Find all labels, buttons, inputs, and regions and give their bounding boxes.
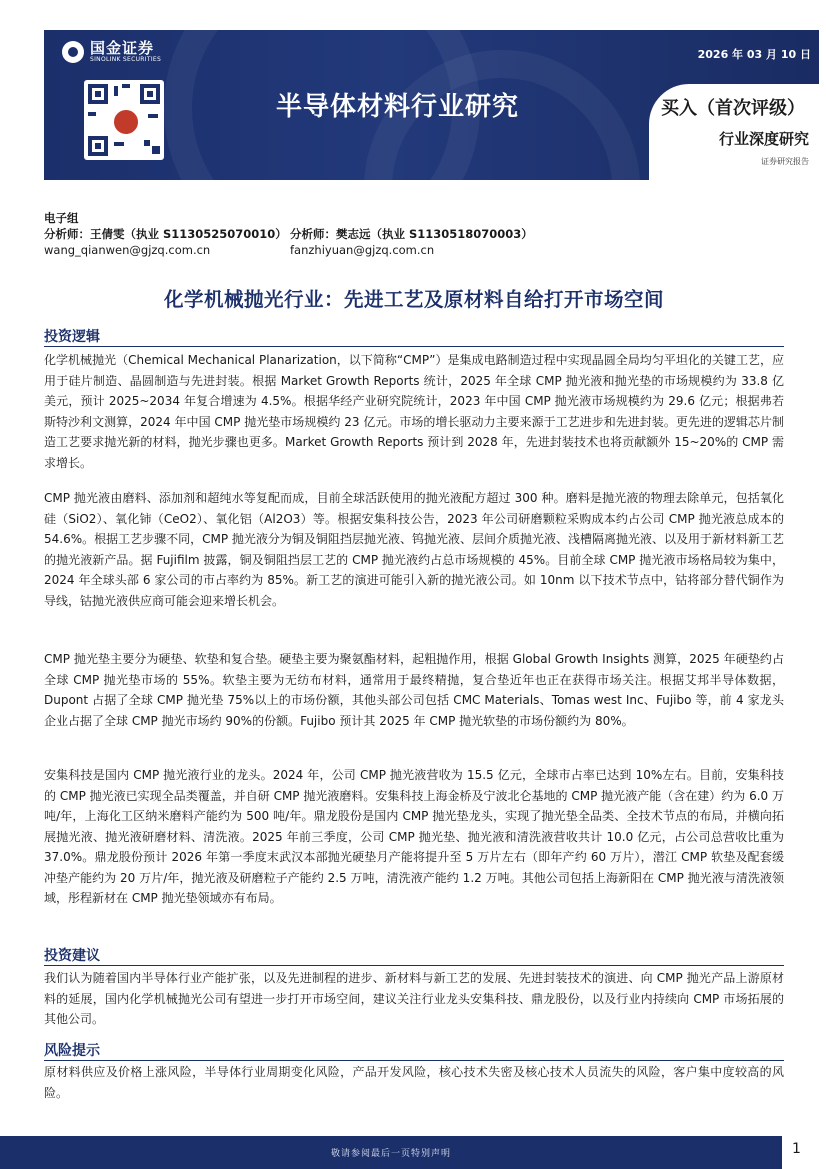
rating-text: 买入（首次评级）: [661, 98, 805, 119]
analyst-info: [44, 210, 533, 258]
research-group: 电子组: [44, 211, 79, 225]
logic-paragraph-2: CMP 抛光液由磨料、添加剂和超纯水等复配而成，目前全球活跃使用的抛光液配方超过 300 种。磨料是抛光液的物理去除单元，包括氧化硅（SiO2）、氧化铈（CeO2）、氧化铝（Al2O3）等。根据安集科技公告，2023 年公司研磨颗粒采购成本约占公司 CMP 抛光液总成本的 54.6%。根据工艺步骤不同，CMP 抛光液分为铜及铜阻挡层抛光液、钨抛光液、层间介质抛光液、浅槽隔离抛光液、以及用于新材料新工艺的抛光液新产品。据 Fujifilm 披露，铜及铜阻挡层工艺的 CMP 抛光液约占总市场规模的 45%。目前全球 CMP 抛光液市场格局较为集中，2024 年全球头部 6 家公司的市占率约为 85%。新工艺的演进可能引入新的抛光液公司。如 10nm 以下技术节点中，钴将部分替代铜作为导线，钴抛光液供应商可能会迎来增长机会。: [44, 491, 784, 608]
report-main-title: 化学机械抛光行业：先进工艺及原材料自给打开市场空间: [163, 288, 664, 311]
section-heading-advice: 投资建议: [44, 948, 100, 964]
rating-panel: [649, 84, 819, 180]
section-heading-risk: 风险提示: [44, 1043, 100, 1059]
analyst-1: 分析师：王倩雯（执业 S1130525070010）: [44, 227, 287, 241]
qr-code-icon: [84, 80, 164, 160]
advice-paragraph: 我们认为随着国内半导体行业产能扩张，以及先进制程的进步、新材料与新工艺的发展、先进封装技术的演进、向 CMP 抛光产品上游原材料的延展，国内化学机械抛光公司有望进一步打开市场空间，建议关注行业龙头安集科技、鼎龙股份，以及行业内持续向 CMP 市场拓展的其他公司。: [44, 971, 784, 1026]
report-subtype: 证券研究报告: [761, 157, 809, 166]
risk-paragraph: 原材料供应及价格上涨风险，半导体行业周期变化风险，产品开发风险，核心技术失密及核心技术人员流失的风险，客户集中度较高的风险。: [44, 1065, 784, 1100]
report-header-banner: [44, 30, 819, 180]
section-divider: [44, 346, 784, 347]
report-date: 2026 年 03 月 10 日: [697, 48, 811, 61]
company-logo: [62, 40, 161, 64]
analyst-2-email[interactable]: fanzhiyuan@gjzq.com.cn: [290, 243, 435, 257]
page-footer: [0, 1136, 782, 1169]
logo-cn-text: 国金证券: [90, 39, 155, 57]
report-type: 行业深度研究: [718, 130, 809, 148]
logic-paragraph-1: 化学机械抛光（Chemical Mechanical Planarization，以下简称“CMP”）是集成电路制造过程中实现晶圆全局均匀平坦化的关键工艺，应用于硅片制造、晶圆制造与先进封装。根据 Market Growth Reports 统计，2025 年全球 CMP 抛光液和抛光垫的市场规模约为 33.8 亿美元，预计 2025~2034 年复合增速为 4.5%。根据华经产业研究院统计，2023 年中国 CMP 抛光液市场规模约为 29.6 亿元；根据弗若斯特沙利文测算，2024 年中国 CMP 抛光垫市场规模约 23 亿元。市场的增长驱动力主要来源于工艺进步和先进封装。更先进的逻辑芯片制造工艺要求抛光新的材料，抛光步骤也更多。Market Growth Reports 预计到 2028 年，先进封装技术也将贡献额外 15~20%的 CMP 需求增长。: [44, 353, 784, 470]
report-series-title: 半导体材料行业研究: [276, 92, 520, 122]
qr-center-badge: [112, 108, 140, 136]
section-divider: [44, 965, 784, 966]
analyst-1-email[interactable]: wang_qianwen@gjzq.com.cn: [44, 243, 211, 257]
logic-paragraph-4: 安集科技是国内 CMP 抛光液行业的龙头。2024 年，公司 CMP 抛光液营收为 15.5 亿元，全球市占率已达到 10%左右。目前，安集科技的 CMP 抛光液已实现全品类覆盖，并自研 CMP 抛光液磨料。安集科技上海金桥及宁波北仑基地的 CMP 抛光液产能（含在建）约为 6.0 万吨/年，上海化工区纳米磨料产能约为 500 吨/年。鼎龙股份是国内 CMP 抛光垫龙头，实现了抛光垫全品类、全技术节点的布局，并横向拓展抛光液、抛光液研磨材料、清洗液。2025 年前三季度，公司 CMP 抛光垫、抛光液和清洗液营收共计 10.0 亿元，占公司总营收比重为 37.0%。鼎龙股份预计 2026 年第一季度末武汉本部抛光硬垫月产能将提升至 5 万片左右（即年产约 60 万片），潜江 CMP 软垫及配套缓冲垫产能约为 20 万片/年，抛光液及研磨粒子产能约 2.5 万吨，清洗液产能约 1.2 万吨。其他公司包括上海新阳在 CMP 抛光液与清洗液领域，彤程新材在 CMP 抛光垫领域亦有布局。: [44, 768, 784, 905]
analyst-2: 分析师：樊志远（执业 S1130518070003）: [290, 227, 533, 241]
section-divider: [44, 1060, 784, 1061]
footer-disclaimer: 敬请参阅最后一页特别声明: [330, 1149, 451, 1159]
logo-mark-icon: [62, 41, 84, 63]
logo-en-text: SINOLINK SECURITIES: [90, 56, 162, 63]
section-heading-logic: 投资逻辑: [44, 329, 100, 345]
page-number: 1: [792, 1141, 801, 1157]
logic-paragraph-3: CMP 抛光垫主要分为硬垫、软垫和复合垫。硬垫主要为聚氨酯材料，起粗抛作用，根据 Global Growth Insights 测算，2025 年硬垫约占全球 CMP 抛光垫市场的 55%。软垫主要为无纺布材料，通常用于最终精抛，复合垫近年也正在获得市场关注。根据艾邦半导体数据，Dupont 占据了全球 CMP 抛光垫 75%以上的市场份额，其他头部公司包括 CMC Materials、Tomas west Inc、Fujibo 等，前 4 家龙头企业占据了全球 CMP 抛光市场约 90%的份额。Fujibo 预计其 2025 年 CMP 抛光软垫的市场份额约为 80%。: [44, 652, 784, 728]
